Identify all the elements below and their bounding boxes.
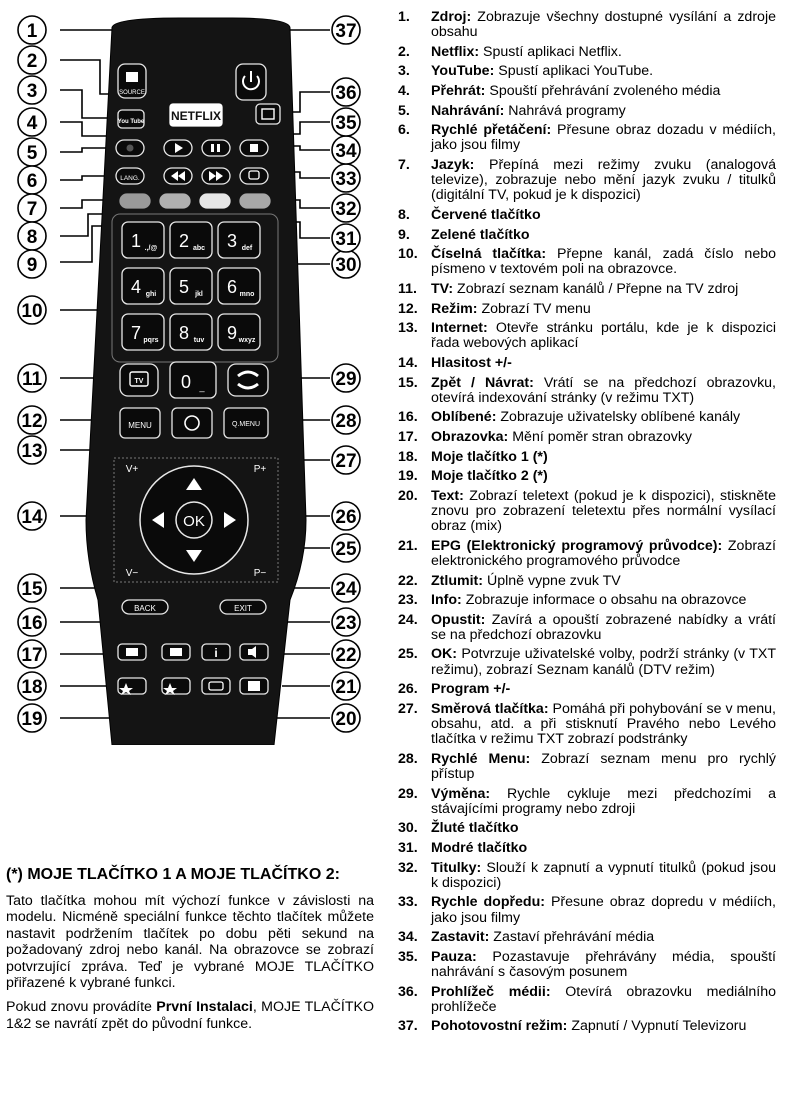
text-key[interactable] bbox=[202, 678, 230, 694]
callout-number: 28 bbox=[335, 411, 357, 432]
legend-term: Internet: bbox=[431, 320, 488, 337]
legend-number: 29. bbox=[398, 785, 418, 802]
digit-letters: jkl bbox=[195, 291, 203, 298]
legend-term: TV: bbox=[431, 280, 454, 297]
legend-number: 26. bbox=[398, 681, 418, 698]
epg-icon bbox=[248, 681, 260, 691]
legend-term: Červené tlačítko bbox=[431, 206, 541, 223]
legend-number: 10. bbox=[398, 246, 418, 263]
callout-number: 35 bbox=[335, 113, 357, 134]
callout-number: 14 bbox=[21, 507, 43, 528]
legend-item bbox=[398, 208, 776, 223]
legend-term: EPG (Elektronický programový průvodce): bbox=[431, 537, 723, 554]
legend-item bbox=[398, 950, 776, 980]
red-key-shape[interactable] bbox=[120, 194, 150, 208]
legend-number: 31. bbox=[398, 840, 418, 857]
legend-item bbox=[398, 861, 776, 891]
legend-item bbox=[398, 302, 776, 317]
legend-description: Spouští přehrávání zvoleného média bbox=[489, 82, 721, 99]
legend-item bbox=[398, 895, 776, 925]
digit-letters: abc bbox=[192, 245, 206, 252]
legend-description: Zobrazí TV menu bbox=[481, 300, 591, 317]
media-browser-key[interactable] bbox=[256, 104, 280, 124]
my-button-2-key[interactable] bbox=[162, 678, 190, 694]
program-up-label: P+ bbox=[253, 464, 267, 475]
legend-description: Přesune obraz dopredu v médiích, jako jsou filmy bbox=[431, 894, 776, 926]
legend-description: Zobrazuje informace o obsahu na obrazovce bbox=[465, 592, 747, 609]
legend-item bbox=[398, 104, 776, 119]
legend-item bbox=[398, 45, 776, 60]
legend-description: Zastaví přehrávání média bbox=[493, 929, 655, 946]
legend-description: Přepíná mezi režimy zvuku (analogová televize), zobrazuje nebo mění jazyk zvuku / titulků (digitální TV, pokud je k dispozici) bbox=[431, 156, 776, 204]
legend-term: Titulky: bbox=[431, 859, 482, 876]
callout-number: 15 bbox=[21, 579, 43, 600]
my-button-2-key-shape[interactable] bbox=[162, 678, 190, 694]
legend-number: 32. bbox=[398, 859, 418, 876]
legend-term: Hlasitost +/- bbox=[431, 354, 512, 371]
digit-letters: ghi bbox=[145, 291, 157, 298]
legend-number: 5. bbox=[398, 102, 410, 119]
legend-term: Zastavit: bbox=[431, 929, 490, 946]
legend-number: 17. bbox=[398, 428, 418, 445]
red-key[interactable] bbox=[120, 194, 150, 208]
legend-number: 23. bbox=[398, 592, 418, 609]
legend-item bbox=[398, 682, 776, 697]
digit-letters: .,/@ bbox=[144, 245, 158, 252]
source-label: SOURCE bbox=[119, 90, 145, 96]
pause-icon bbox=[211, 144, 214, 152]
callout-number: 29 bbox=[335, 369, 357, 390]
legend-description: Úplně vypne zvuk TV bbox=[486, 572, 621, 589]
legend-term: Moje tlačítko 2 (*) bbox=[431, 468, 548, 485]
digit-label: 8 bbox=[178, 323, 190, 343]
green-key[interactable] bbox=[160, 194, 190, 208]
digit-letters: mno bbox=[239, 291, 255, 298]
legend-number: 37. bbox=[398, 1018, 418, 1035]
callout-number: 16 bbox=[21, 613, 43, 634]
legend-item bbox=[398, 247, 776, 277]
digit-key-5-shape[interactable] bbox=[170, 268, 212, 304]
legend-description: Slouží k zapnutí a vypnutí titulků (pokud jsou k dispozici) bbox=[431, 859, 776, 891]
legend-number: 3. bbox=[398, 63, 410, 80]
legend-description: Mění poměr stran obrazovky bbox=[512, 428, 693, 445]
legend-number: 13. bbox=[398, 320, 418, 337]
callout-number: 25 bbox=[335, 539, 357, 560]
legend-number: 34. bbox=[398, 929, 418, 946]
legend-description: Vrátí se na předchozí obrazovku, otevírá indexování stránky (v režimu TXT) bbox=[431, 374, 776, 406]
legend-number: 9. bbox=[398, 226, 410, 243]
legend-term: Zpět / Návrat: bbox=[431, 374, 534, 391]
legend-term: Prohlížeč médii: bbox=[431, 983, 551, 1000]
callout-number: 6 bbox=[26, 171, 38, 192]
legend-number: 19. bbox=[398, 468, 418, 485]
legend-description: Zobrazí teletext (pokud je k dispozici), stiskněte znovu pro zobrazení teletextu přes normální vysílací obraz (mix) bbox=[431, 487, 776, 535]
legend-item bbox=[398, 841, 776, 856]
digit-label: 9 bbox=[226, 323, 238, 343]
legend-description: Pozastavuje přehrávány média, spouští nahrávání s časovým posunem bbox=[431, 948, 776, 981]
callout-number: 23 bbox=[335, 613, 357, 634]
legend-term: Text: bbox=[431, 487, 464, 504]
program-down-label: P− bbox=[253, 568, 267, 579]
exit-label: EXIT bbox=[234, 604, 252, 613]
notes-paragraph-2-start: Pokud znovu provádíte bbox=[6, 999, 157, 1016]
legend-number: 28. bbox=[398, 750, 418, 767]
digit-label: 7 bbox=[130, 323, 142, 343]
callout-number: 18 bbox=[21, 677, 43, 698]
callout-number: 2 bbox=[26, 51, 38, 72]
legend-number: 16. bbox=[398, 409, 418, 426]
callout-number: 8 bbox=[26, 227, 38, 248]
legend-item bbox=[398, 376, 776, 406]
legend-description: Zobrazí seznam menu pro rychlý přístup bbox=[431, 750, 776, 783]
legend-item bbox=[398, 469, 776, 484]
legend-item bbox=[398, 787, 776, 817]
callout-number: 17 bbox=[21, 645, 43, 666]
legend-description: Otevírá obrazovku mediálního prohlížeče bbox=[431, 983, 776, 1015]
button-legend-list bbox=[398, 10, 776, 1039]
legend-number: 15. bbox=[398, 374, 418, 391]
favourites-icon bbox=[170, 648, 182, 656]
legend-description: Přesune obraz dozadu v médiích, jako jsou filmy bbox=[431, 122, 776, 154]
legend-term: Režim: bbox=[431, 300, 478, 317]
legend-term: Rychlé přetáčení: bbox=[431, 122, 552, 139]
digit-label: 2 bbox=[178, 231, 190, 251]
digit-key-8[interactable] bbox=[170, 314, 212, 350]
legend-term: Ztlumit: bbox=[431, 572, 484, 589]
digit-key-0-shape[interactable] bbox=[170, 362, 216, 398]
my-button-notes bbox=[6, 866, 374, 1040]
digit-key-7-shape[interactable] bbox=[122, 314, 164, 350]
notes-paragraph-2-bold: První Instalaci bbox=[156, 999, 253, 1016]
notes-paragraph-2-end: , MOJE TLAČÍTKO 1&2 se navrátí zpět do původní funkce. bbox=[6, 999, 374, 1032]
legend-item bbox=[398, 228, 776, 243]
digit-label: 3 bbox=[226, 231, 238, 251]
legend-description: Pomáhá při pohybování se v menu, obsahu, atd. a při stisknutí Pravého nebo Levého tlačítka v režimu TXT zobrazí podstránky bbox=[431, 700, 776, 748]
callout-number: 32 bbox=[335, 199, 357, 220]
notes-paragraph-1: Tato tlačítka mohou mít výchozí funkce v závislosti na modelu. Nicméně speciální funkce těchto tlačítek můžete nastavit podržením tlačítek po dobu pěti sekund na požadovaný zdroj nebo kanál. Na obrazovce se zobrazí potvrzující zpráva. Teď je vybrané MOJE TLAČÍTKO přiřazené k vybrané funkci. bbox=[6, 893, 374, 992]
legend-number: 7. bbox=[398, 156, 410, 173]
legend-description: Zobrazí seznam kanálů / Přepne na TV zdroj bbox=[457, 280, 739, 297]
callout-number: 11 bbox=[21, 369, 43, 390]
my-button-1-key[interactable] bbox=[118, 678, 146, 694]
digit-letters: def bbox=[241, 245, 253, 252]
stop-icon bbox=[250, 144, 258, 152]
digit-key-1-shape[interactable] bbox=[122, 222, 164, 258]
callout-number: 13 bbox=[21, 441, 43, 462]
digit-letters: tuv bbox=[193, 337, 205, 344]
digit-key-9-shape[interactable] bbox=[218, 314, 260, 350]
menu-label: MENU bbox=[128, 421, 152, 430]
record-icon bbox=[127, 145, 134, 152]
legend-term: YouTube: bbox=[431, 63, 495, 80]
back-label: BACK bbox=[134, 604, 156, 613]
legend-number: 35. bbox=[398, 948, 418, 965]
legend-item bbox=[398, 450, 776, 465]
remote-control-figure bbox=[0, 0, 400, 745]
legend-number: 2. bbox=[398, 43, 410, 60]
blue-key-shape[interactable] bbox=[240, 194, 270, 208]
callout-number: 19 bbox=[21, 709, 43, 730]
legend-term: Oblíbené: bbox=[431, 409, 497, 426]
lang-label: LANG. bbox=[120, 175, 140, 182]
swap-key[interactable] bbox=[228, 364, 268, 396]
callout-number: 30 bbox=[335, 255, 357, 276]
callout-number: 36 bbox=[335, 83, 357, 104]
callout-number: 37 bbox=[335, 21, 357, 42]
legend-term: OK: bbox=[431, 646, 458, 663]
swap-key-shape[interactable] bbox=[228, 364, 268, 396]
text-key-shape[interactable] bbox=[202, 678, 230, 694]
callout-number: 26 bbox=[335, 507, 357, 528]
legend-number: 33. bbox=[398, 894, 418, 911]
callout-number: 22 bbox=[335, 645, 357, 666]
legend-item bbox=[398, 282, 776, 297]
legend-term: Opustit: bbox=[431, 611, 486, 628]
legend-item bbox=[398, 10, 776, 40]
digit-key-4-shape[interactable] bbox=[122, 268, 164, 304]
digit-key-3[interactable] bbox=[218, 222, 260, 258]
legend-number: 27. bbox=[398, 700, 418, 717]
legend-term: Moje tlačítko 1 (*) bbox=[431, 448, 548, 465]
legend-item bbox=[398, 430, 776, 445]
digit-key-1[interactable] bbox=[122, 222, 164, 258]
digit-label: 6 bbox=[226, 277, 238, 297]
internet-key-shape[interactable] bbox=[172, 408, 212, 438]
tv-label: TV bbox=[134, 378, 144, 385]
callout-number: 9 bbox=[26, 255, 38, 276]
legend-term: Netflix: bbox=[431, 43, 480, 60]
legend-item bbox=[398, 84, 776, 99]
source-icon bbox=[126, 72, 138, 82]
legend-term: Nahrávání: bbox=[431, 102, 505, 119]
legend-number: 14. bbox=[398, 354, 418, 371]
legend-item bbox=[398, 489, 776, 535]
legend-item bbox=[398, 593, 776, 608]
digit-key-2-shape[interactable] bbox=[170, 222, 212, 258]
callout-number: 1 bbox=[26, 21, 38, 42]
legend-item bbox=[398, 985, 776, 1015]
callout-number: 10 bbox=[21, 301, 43, 322]
legend-description: Zobrazuje uživatelsky oblíbené kanály bbox=[500, 409, 741, 426]
my-button-1-key-shape[interactable] bbox=[118, 678, 146, 694]
legend-term: Výměna: bbox=[431, 785, 491, 802]
legend-term: Zelené tlačítko bbox=[431, 226, 530, 243]
legend-description: Spustí aplikaci Netflix. bbox=[483, 43, 622, 60]
legend-number: 24. bbox=[398, 611, 418, 628]
netflix-label: NETFLIX bbox=[171, 109, 221, 123]
digit-letters: pqrs bbox=[143, 337, 159, 344]
qmenu-label: Q.MENU bbox=[232, 421, 260, 428]
legend-number: 4. bbox=[398, 82, 410, 99]
digit-label: 1 bbox=[130, 231, 142, 251]
digit-label: 5 bbox=[178, 277, 190, 297]
pause-key-shape[interactable] bbox=[202, 140, 230, 156]
legend-description: Zapnutí / Vypnutí Televizoru bbox=[571, 1018, 747, 1035]
callout-number: 21 bbox=[335, 677, 357, 698]
yellow-key[interactable] bbox=[200, 194, 230, 208]
legend-term: Program +/- bbox=[431, 681, 511, 698]
digit-key-5[interactable] bbox=[170, 268, 212, 304]
legend-description: Otevře stránku portálu, kde je k dispozici řada webových aplikací bbox=[431, 320, 776, 352]
digit-key-2[interactable] bbox=[170, 222, 212, 258]
legend-item bbox=[398, 574, 776, 589]
legend-description: Zobrazuje všechny dostupné vysílání a zdroje obsahu bbox=[431, 9, 776, 41]
pause-key[interactable] bbox=[202, 140, 230, 156]
legend-term: Jazyk: bbox=[431, 156, 475, 173]
legend-number: 36. bbox=[398, 983, 418, 1000]
legend-description: Zobrazí elektronického programového průvodce bbox=[431, 537, 776, 569]
digit-key-7[interactable] bbox=[122, 314, 164, 350]
legend-item bbox=[398, 930, 776, 945]
legend-item bbox=[398, 647, 776, 677]
callout-number: 31 bbox=[335, 229, 357, 250]
legend-item bbox=[398, 702, 776, 748]
digit-key-3-shape[interactable] bbox=[218, 222, 260, 258]
callout-number: 33 bbox=[335, 169, 357, 190]
legend-term: Modré tlačítko bbox=[431, 840, 528, 857]
legend-description: Spustí aplikaci YouTube. bbox=[498, 63, 654, 80]
info-label: i bbox=[214, 646, 218, 660]
legend-term: Rychlé Menu: bbox=[431, 750, 531, 767]
digit-letters: wxyz bbox=[238, 337, 256, 344]
legend-item bbox=[398, 752, 776, 782]
pause-icon-bar bbox=[217, 144, 220, 152]
internet-key[interactable] bbox=[172, 408, 212, 438]
legend-description: Přepne kanál, zadá číslo nebo písmeno v textovém poli na obrazovce. bbox=[431, 246, 776, 278]
volume-down-label: V− bbox=[125, 568, 139, 579]
legend-term: Rychle dopředu: bbox=[431, 894, 545, 911]
media-browser-key-shape[interactable] bbox=[256, 104, 280, 124]
digit-key-9[interactable] bbox=[218, 314, 260, 350]
callout-number: 7 bbox=[26, 199, 38, 220]
digit-key-0[interactable] bbox=[170, 362, 216, 398]
callout-number: 4 bbox=[26, 113, 38, 134]
callout-number: 20 bbox=[335, 709, 357, 730]
digit-label: 4 bbox=[130, 277, 142, 297]
legend-item bbox=[398, 410, 776, 425]
youtube-label: You Tube bbox=[117, 119, 145, 125]
legend-number: 25. bbox=[398, 646, 418, 663]
legend-number: 30. bbox=[398, 820, 418, 837]
legend-term: Zdroj: bbox=[431, 9, 472, 25]
callout-number: 12 bbox=[21, 411, 43, 432]
legend-description: Zavírá a opouští zobrazené nabídky a vrátí se na předchozí obrazovku bbox=[431, 611, 776, 643]
yellow-key-shape[interactable] bbox=[200, 194, 230, 208]
callout-number: 3 bbox=[26, 81, 38, 102]
legend-item bbox=[398, 613, 776, 643]
screen-icon bbox=[126, 648, 138, 656]
digit-key-6[interactable] bbox=[218, 268, 260, 304]
digit-letters: _ bbox=[199, 382, 205, 392]
legend-description: Nahrává programy bbox=[508, 102, 626, 119]
legend-item bbox=[398, 123, 776, 153]
blue-key[interactable] bbox=[240, 194, 270, 208]
legend-term: Číselná tlačítka: bbox=[431, 246, 547, 263]
legend-term: Pauza: bbox=[431, 948, 477, 965]
legend-item bbox=[398, 821, 776, 836]
legend-number: 6. bbox=[398, 122, 410, 139]
volume-up-label: V+ bbox=[125, 464, 139, 475]
legend-number: 11. bbox=[398, 280, 417, 297]
legend-item bbox=[398, 356, 776, 371]
legend-number: 22. bbox=[398, 572, 418, 589]
digit-label: 0 bbox=[180, 372, 192, 392]
notes-heading: (*) MOJE TLAČÍTKO 1 A MOJE TLAČÍTKO 2: bbox=[6, 866, 340, 883]
legend-number: 1. bbox=[398, 9, 410, 25]
legend-term: Info: bbox=[431, 592, 462, 609]
digit-key-4[interactable] bbox=[122, 268, 164, 304]
legend-number: 21. bbox=[398, 537, 418, 554]
legend-number: 18. bbox=[398, 448, 418, 465]
green-key-shape[interactable] bbox=[160, 194, 190, 208]
digit-key-8-shape[interactable] bbox=[170, 314, 212, 350]
legend-term: Přehrát: bbox=[431, 82, 486, 99]
callout-number: 5 bbox=[26, 143, 38, 164]
legend-description: Rychle cykluje mezi předchozími a stávajícími programy nebo zdroji bbox=[431, 785, 776, 817]
legend-number: 12. bbox=[398, 300, 418, 317]
callout-number: 24 bbox=[335, 579, 357, 600]
legend-number: 8. bbox=[398, 206, 410, 223]
legend-item bbox=[398, 321, 776, 351]
digit-key-6-shape[interactable] bbox=[218, 268, 260, 304]
callout-number: 27 bbox=[335, 451, 357, 472]
ok-label: OK bbox=[183, 513, 205, 530]
legend-term: Pohotovostní režim: bbox=[431, 1018, 568, 1035]
legend-item bbox=[398, 158, 776, 204]
legend-number: 20. bbox=[398, 487, 418, 504]
legend-term: Směrová tlačítka: bbox=[431, 700, 549, 717]
legend-item bbox=[398, 64, 776, 79]
notes-paragraph-2 bbox=[6, 999, 374, 1032]
legend-term: Obrazovka: bbox=[431, 428, 509, 445]
legend-item bbox=[398, 539, 776, 569]
legend-description: Potvrzuje uživatelské volby, podrží stránky (v TXT režimu), zobrazí Seznam kanálů (DTV režim) bbox=[431, 646, 776, 678]
callout-number: 34 bbox=[335, 141, 357, 162]
legend-term: Žluté tlačítko bbox=[431, 820, 519, 837]
legend-item bbox=[398, 1019, 776, 1034]
